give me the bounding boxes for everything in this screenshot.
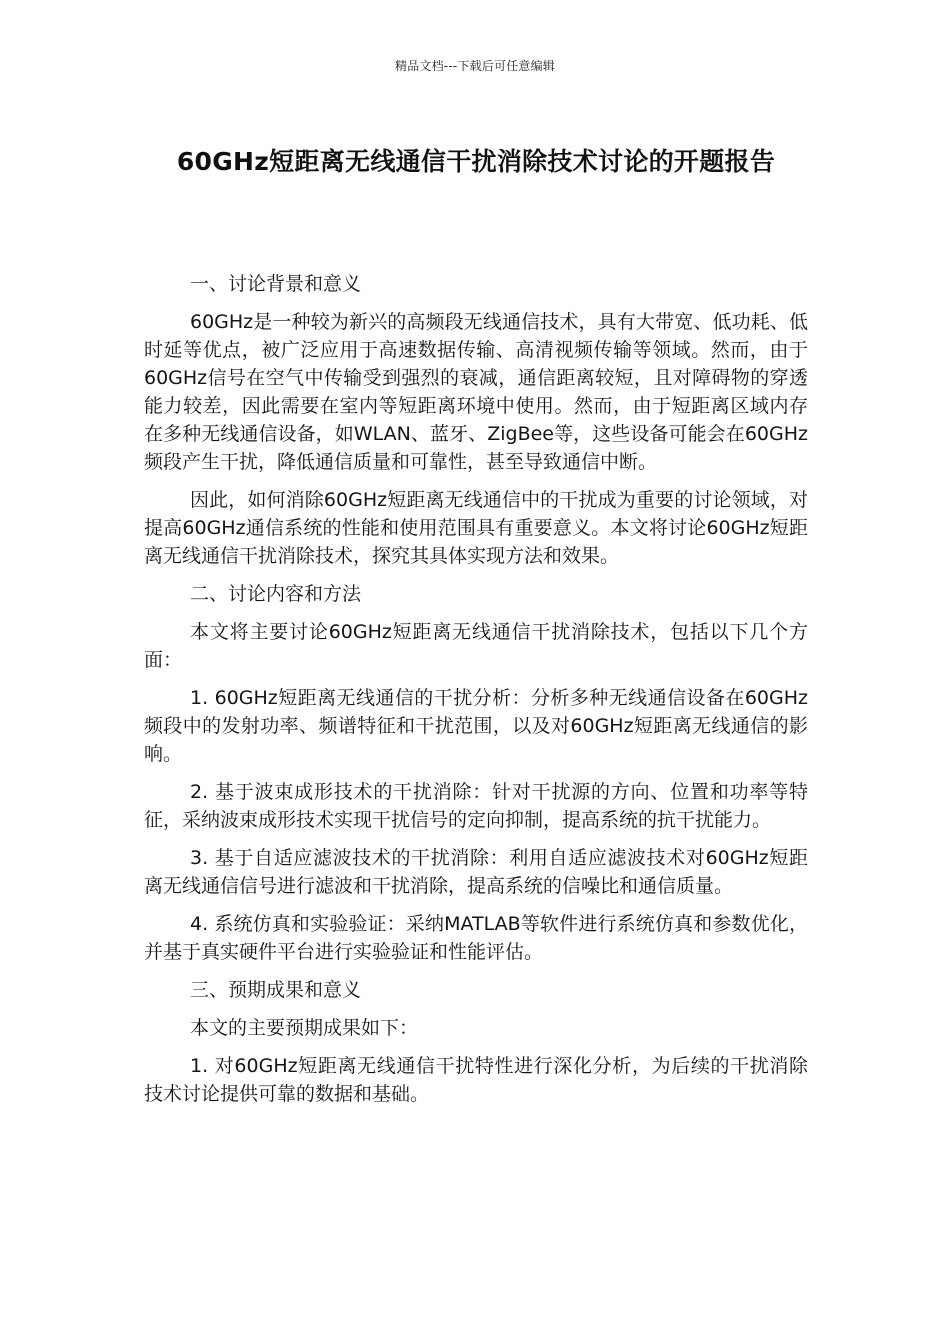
list-item-result-1: 1. 对60GHz短距离无线通信干扰特性进行深化分析，为后续的干扰消除技术讨论提供可靠的数据和基础。 (144, 1055, 808, 1105)
list-item-beamforming: 2. 基于波束成形技术的干扰消除：针对干扰源的方向、位置和功率等特征，采纳波束成形技术实现干扰信号的定向抑制，提高系统的抗干扰能力。 (144, 781, 808, 831)
header-note: 精品文档---下载后可任意编辑 (395, 59, 555, 73)
document-title: 60GHz短距离无线通信干扰消除技术讨论的开题报告 (176, 147, 776, 176)
document-body (144, 270, 808, 1118)
list-item-interference-analysis: 1. 60GHz短距离无线通信的干扰分析：分析多种无线通信设备在60GHz频段中的发射功率、频谱特征和干扰范围，以及对60GHz短距离无线通信的影响。 (144, 687, 808, 765)
paragraph-background-1: 60GHz是一种较为新兴的高频段无线通信技术，具有大带宽、低功耗、低时延等优点，被广泛应用于高速数据传输、高清视频传输等领域。然而，由于60GHz信号在空气中传输受到强烈的衰减，通信距离较短，且对障碍物的穿透能力较差，因此需要在室内等短距离环境中使用。然而，由于短距离区域内存在多种无线通信设备，如WLAN、蓝牙、ZigBee等，这些设备可能会在60GHz频段产生干扰，降低通信质量和可靠性，甚至导致通信中断。 (144, 311, 808, 473)
section-heading-background: 一、讨论背景和意义 (190, 273, 362, 295)
list-item-simulation: 4. 系统仿真和实验验证：采纳MATLAB等软件进行系统仿真和参数优化，并基于真实硬件平台进行实验验证和性能评估。 (144, 913, 808, 963)
section-heading-content-methods: 二、讨论内容和方法 (190, 583, 362, 605)
paragraph-results-intro: 本文的主要预期成果如下： (190, 1017, 419, 1039)
list-item-adaptive-filtering: 3. 基于自适应滤波技术的干扰消除：利用自适应滤波技术对60GHz短距离无线通信信号进行滤波和干扰消除，提高系统的信噪比和通信质量。 (144, 847, 808, 897)
paragraph-content-intro: 本文将主要讨论60GHz短距离无线通信干扰消除技术，包括以下几个方面： (144, 621, 808, 671)
paragraph-background-2: 因此，如何消除60GHz短距离无线通信中的干扰成为重要的讨论领域，对提高60GHz通信系统的性能和使用范围具有重要意义。本文将讨论60GHz短距离无线通信干扰消除技术，探究其具体实现方法和效果。 (144, 489, 808, 567)
section-heading-expected-results: 三、预期成果和意义 (190, 979, 362, 1001)
